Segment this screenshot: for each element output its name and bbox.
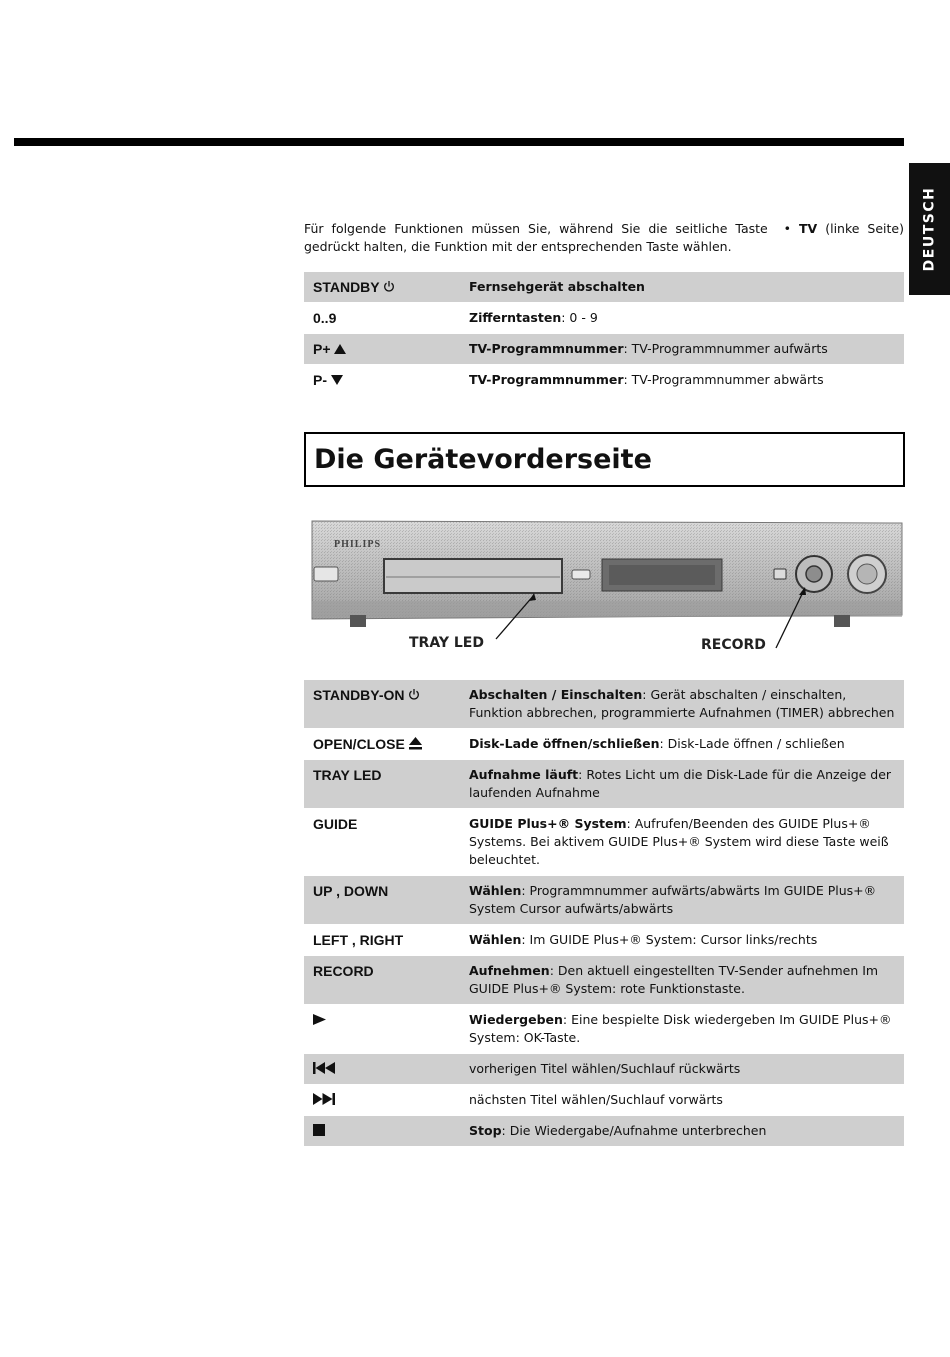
previous-icon — [313, 1062, 335, 1074]
table-row — [304, 1054, 904, 1084]
function-label: Fernsehgerät abschalten — [469, 279, 645, 294]
function-key-cell — [304, 680, 460, 728]
intro-text-after: (linke Seite) gedrückt halten, die Funktion mit der entsprechenden Taste wählen. — [304, 220, 904, 254]
function-label: Aufnahme läuft — [469, 767, 579, 782]
top-rule — [14, 138, 904, 146]
function-key-cell — [304, 1005, 460, 1053]
triangle-up-icon — [334, 344, 346, 355]
function-desc-cell — [460, 1054, 904, 1084]
function-desc: : Disk-Lade öffnen / schließen — [659, 736, 845, 751]
function-desc: : Den aktuell eingestellten TV-Sender aufnehmen Im GUIDE Plus+® System: rote Funktionstaste. — [469, 963, 879, 996]
table-row — [304, 272, 904, 302]
function-key: OPEN/CLOSE — [313, 736, 405, 752]
function-key-cell — [304, 303, 460, 333]
function-label: TV-Programmnummer — [469, 341, 624, 356]
tray-led-label: TRAY LED — [409, 635, 484, 651]
table-row — [304, 760, 904, 808]
function-desc: : Die Wiedergabe/Aufnahme unterbrechen — [501, 1123, 767, 1138]
function-desc-cell — [460, 1116, 904, 1146]
function-key-cell — [304, 729, 460, 759]
function-desc: nächsten Titel wählen/Suchlauf vorwärts — [469, 1092, 723, 1107]
table-row — [304, 365, 904, 395]
function-key: STANDBY-ON — [313, 687, 405, 703]
table-row — [304, 956, 904, 1004]
function-label: Abschalten / Einschalten — [469, 687, 643, 702]
function-desc-cell — [460, 680, 904, 728]
function-desc: : Im GUIDE Plus+® System: Cursor links/rechts — [521, 932, 818, 947]
function-desc-cell — [460, 729, 904, 759]
guide-button — [774, 569, 786, 579]
language-tab-label: DEUTSCH — [921, 186, 938, 272]
function-key-cell — [304, 809, 460, 875]
function-desc: vorherigen Titel wählen/Suchlauf rückwärts — [469, 1061, 741, 1076]
function-label: Zifferntasten — [469, 310, 562, 325]
function-key: TRAY LED — [313, 767, 382, 783]
disc-tray — [384, 559, 562, 593]
function-desc: : TV-Programmnummer aufwärts — [623, 341, 828, 356]
function-desc: : Eine bespielte Disk wiedergeben Im GUIDE Plus+® System: OK-Taste. — [469, 1012, 892, 1045]
function-key-cell — [304, 760, 460, 808]
function-desc-cell — [460, 365, 904, 395]
table-row — [304, 809, 904, 875]
function-key: P- — [313, 372, 327, 388]
function-label: Wählen — [469, 932, 522, 947]
function-key-cell — [304, 1054, 460, 1084]
function-desc-cell — [460, 809, 904, 875]
table-row — [304, 876, 904, 924]
standby-button — [314, 567, 338, 581]
function-desc-cell — [460, 1005, 904, 1053]
function-desc-cell — [460, 1085, 904, 1115]
function-key-cell — [304, 365, 460, 395]
function-desc-cell — [460, 272, 904, 302]
open-close-button — [572, 570, 590, 579]
function-key-cell — [304, 334, 460, 364]
function-label: GUIDE Plus+® System — [469, 816, 627, 831]
function-desc-cell — [460, 334, 904, 364]
function-desc: : 0 - 9 — [561, 310, 598, 325]
front-panel-table — [304, 679, 904, 1147]
function-key-cell — [304, 272, 460, 302]
play-icon — [313, 1014, 326, 1025]
intro-key-bullet: • — [783, 220, 792, 236]
function-label: TV-Programmnummer — [469, 372, 624, 387]
function-key: GUIDE — [313, 816, 358, 832]
function-key: LEFT , RIGHT — [313, 932, 404, 948]
function-label: Disk-Lade öffnen/schließen — [469, 736, 660, 751]
record-label: RECORD — [701, 637, 766, 653]
brand-logo: PHILIPS — [334, 539, 382, 550]
function-key: UP , DOWN — [313, 883, 389, 899]
function-desc: : Rotes Licht um die Disk-Lade für die Anzeige der laufenden Aufnahme — [469, 767, 892, 800]
device-front-image — [304, 515, 904, 665]
table-row — [304, 1005, 904, 1053]
section-title-box — [304, 432, 905, 487]
function-desc-cell — [460, 876, 904, 924]
table-row — [304, 1116, 904, 1146]
function-key-cell — [304, 956, 460, 1004]
table-row — [304, 303, 904, 333]
function-label: Stop — [469, 1123, 502, 1138]
function-label: Wiedergeben — [469, 1012, 563, 1027]
function-key: P+ — [313, 341, 331, 357]
intro-paragraph — [304, 220, 904, 256]
function-key: STANDBY — [313, 279, 380, 295]
function-label: Wählen — [469, 883, 522, 898]
function-desc: : Gerät abschalten / einschalten, Funktion abbrechen, programmierte Aufnahmen (TIMER) abbrechen — [469, 687, 895, 720]
section-title: Die Gerätevorderseite — [314, 444, 652, 475]
function-key-cell — [304, 1085, 460, 1115]
function-desc-cell — [460, 303, 904, 333]
triangle-down-icon — [331, 375, 343, 386]
function-label: Aufnehmen — [469, 963, 550, 978]
function-key-cell — [304, 925, 460, 955]
table-row — [304, 1085, 904, 1115]
function-key-cell — [304, 876, 460, 924]
tv-function-table — [304, 271, 904, 396]
intro-key: TV — [799, 220, 818, 236]
function-desc: : Programmnummer aufwärts/abwärts Im GUIDE Plus+® System Cursor aufwärts/abwärts — [469, 883, 877, 916]
function-key: 0..9 — [313, 310, 337, 326]
power-icon — [408, 688, 420, 701]
table-row — [304, 729, 904, 759]
table-row — [304, 334, 904, 364]
table-row — [304, 680, 904, 728]
language-tab — [909, 163, 950, 295]
function-desc: : Aufrufen/Beenden des GUIDE Plus+® Systems. Bei aktivem GUIDE Plus+® System wird diese Taste weiß beleuchtet. — [469, 816, 889, 867]
function-desc-cell — [460, 925, 904, 955]
function-desc-cell — [460, 760, 904, 808]
function-key-cell — [304, 1116, 460, 1146]
stop-icon — [313, 1124, 325, 1136]
power-icon — [383, 280, 395, 293]
function-desc: : TV-Programmnummer abwärts — [623, 372, 824, 387]
function-desc-cell — [460, 956, 904, 1004]
table-row — [304, 925, 904, 955]
intro-text-before: Für folgende Funktionen müssen Sie, während Sie die seitliche Taste — [304, 220, 768, 236]
next-icon — [313, 1093, 335, 1105]
function-key: RECORD — [313, 963, 374, 979]
eject-icon — [409, 737, 422, 750]
